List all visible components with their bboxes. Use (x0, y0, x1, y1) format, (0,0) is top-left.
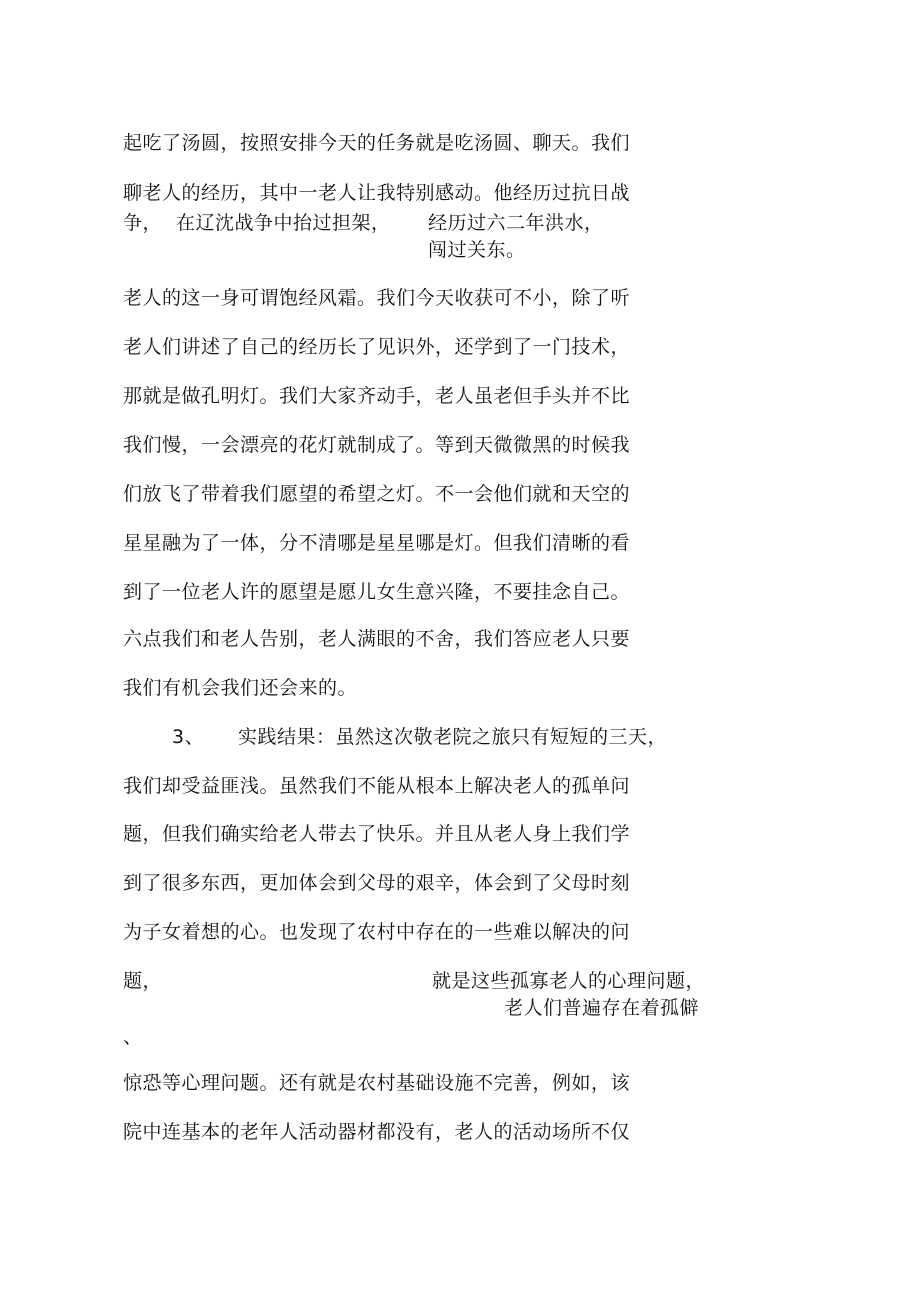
text-line: 题， (123, 970, 163, 992)
text-line: 惊恐等心理问题。还有就是农村基础设施不完善，例如，该 (123, 1072, 631, 1094)
text-line: 们放飞了带着我们愿望的希望之灯。不一会他们就和天空的 (123, 483, 631, 505)
text-line: 老人们讲述了自己的经历长了见识外，还学到了一门技术， (123, 336, 631, 358)
text-line: 我们慢，一会漂亮的花灯就制成了。等到天微微黑的时候我 (123, 434, 631, 456)
text-line: 六点我们和老人告别，老人满眼的不舍，我们答应老人只要 (123, 628, 631, 650)
text-line: 实践结果：虽然这次敬老院之旅只有短短的三天， (238, 726, 668, 748)
text-line: 闯过关东。 (428, 239, 526, 261)
text-line: 、 (123, 1026, 143, 1048)
text-line: 我们却受益匪浅。虽然我们不能从根本上解决老人的孤单问 (123, 775, 631, 797)
section-number: 3、 (172, 726, 205, 748)
text-line: 老人们普遍存在着孤僻 (504, 997, 700, 1019)
text-line: 星星融为了一体，分不清哪是星星哪是灯。但我们清晰的看 (123, 532, 631, 554)
text-line: 到了一位老人许的愿望是愿儿女生意兴隆，不要挂念自己。 (123, 581, 631, 603)
text-line: 在辽沈战争中抬过担架， (176, 212, 391, 234)
text-line: 经历过六二年洪水， (428, 212, 604, 234)
text-line: 为子女着想的心。也发现了农村中存在的一些难以解决的问 (123, 921, 631, 943)
text-line: 老人的这一身可谓饱经风霜。我们今天收获可不小，除了听 (123, 287, 631, 309)
text-line: 到了很多东西，更加体会到父母的艰辛，体会到了父母时刻 (123, 872, 631, 894)
text-line: 聊老人的经历，其中一老人让我特别感动。他经历过抗日战 (123, 182, 631, 204)
text-line: 就是这些孤寡老人的心理问题， (432, 970, 706, 992)
text-line: 题，但我们确实给老人带去了快乐。并且从老人身上我们学 (123, 823, 631, 845)
text-line: 院中连基本的老年人活动器材都没有，老人的活动场所不仅 (123, 1121, 631, 1143)
text-line: 争， (123, 212, 163, 234)
text-line: 我们有机会我们还会来的。 (123, 677, 358, 699)
text-line: 起吃了汤圆，按照安排今天的任务就是吃汤圆、聊天。我们 (123, 132, 631, 154)
text-line: 那就是做孔明灯。我们大家齐动手，老人虽老但手头并不比 (123, 385, 631, 407)
